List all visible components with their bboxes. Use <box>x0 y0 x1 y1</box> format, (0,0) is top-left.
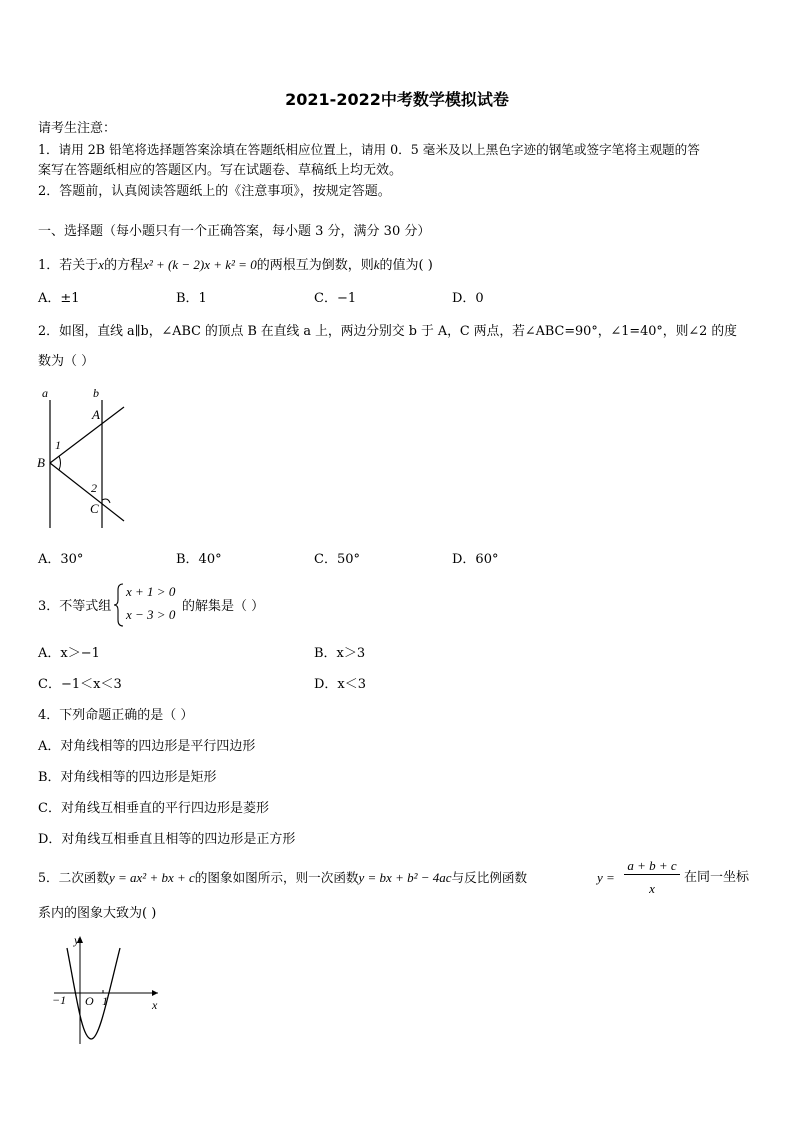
q3-option-b[interactable]: B．x＞3 <box>314 646 366 661</box>
q5-reciprocal-lhs: y = <box>597 870 615 885</box>
label-B: B <box>37 455 45 470</box>
q2-option-a[interactable]: A．30° <box>38 552 84 567</box>
question-5-line1 <box>38 870 527 886</box>
q3-option-a[interactable]: A．x＞−1 <box>38 646 100 661</box>
page-title: 2021-2022中考数学模拟试卷 <box>285 90 509 109</box>
notice-line-2: 2．答题前，认真阅读答题纸上的《注意事项》，按规定答题。 <box>38 184 391 199</box>
q5-reciprocal-denominator: x <box>649 881 655 896</box>
notice-line-1b: 案写在答题纸相应的答题区内。写在试题卷、草稿纸上均无效。 <box>38 163 403 178</box>
q3-option-c[interactable]: C．−1＜x＜3 <box>38 677 122 692</box>
q2-option-c[interactable]: C．50° <box>314 552 360 567</box>
q1-var-x: x <box>98 257 105 272</box>
tick-label-minus-1: −1 <box>52 993 67 1007</box>
q5-quadratic: y = ax² + bx + c <box>108 870 195 885</box>
q3-inequality-2: x − 3 > 0 <box>126 607 176 622</box>
question-2-line2: 数为（ ） <box>38 354 95 369</box>
q4-option-a[interactable]: A．对角线相等的四边形是平行四边形 <box>38 739 256 754</box>
tick-label-1: 1 <box>102 994 108 1008</box>
question-1-stem <box>38 257 433 274</box>
q3-post: 的解集是（ ） <box>182 599 265 614</box>
q2-figure <box>34 382 130 534</box>
q5-linear: y = bx + b² − 4ac <box>358 870 452 885</box>
q1-option-a[interactable]: A．±1 <box>38 291 80 306</box>
notice-line-1a: 1．请用 2B 铅笔将选择题答案涂填在答题纸相应位置上，请用 0．5 毫米及以上黑色字迹的钢笔或签字笔将主观题的答 <box>38 142 700 157</box>
axis-label-x: x <box>152 998 158 1012</box>
q1-pre: 1．若关于 <box>38 258 99 273</box>
label-A: A <box>92 407 100 422</box>
q5-mid1: 的图象如图所示，则一次函数 <box>194 870 359 885</box>
q5-parabola-figure <box>44 930 168 1046</box>
q5-mid2: 与反比例函数 <box>451 870 528 885</box>
q1-option-b[interactable]: B．1 <box>176 291 207 306</box>
label-a: a <box>42 386 48 400</box>
section-heading: 一、选择题（每小题只有一个正确答案，每小题 3 分，满分 30 分） <box>38 224 431 239</box>
q5-post: 在同一坐标 <box>684 870 750 885</box>
q1-mid1: 的方程 <box>104 258 144 273</box>
question-2-line1: 2．如图，直线 a∥b，∠ABC 的顶点 B 在直线 a 上，两边分别交 b 于 A，C 两点，若∠ABC=90°，∠1=40°，则∠2 的度 <box>38 324 737 339</box>
q1-post: 的值为( ) <box>379 258 433 273</box>
q4-option-d[interactable]: D．对角线互相垂直且相等的四边形是正方形 <box>38 832 296 847</box>
q5-reciprocal-numerator: a + b + c <box>624 858 680 875</box>
q1-equation: x² + (k − 2)x + k² = 0 <box>143 257 257 272</box>
q5-pre: 5．二次函数 <box>38 870 109 885</box>
question-4-stem: 4．下列命题正确的是（ ） <box>38 708 194 723</box>
q3-inequality-1: x + 1 > 0 <box>126 584 176 599</box>
notice-heading: 请考生注意： <box>38 121 117 136</box>
label-angle-2: 2 <box>91 481 97 495</box>
label-b: b <box>93 386 99 400</box>
q2-option-d[interactable]: D．60° <box>452 552 499 567</box>
q4-option-c[interactable]: C．对角线互相垂直的平行四边形是菱形 <box>38 801 269 816</box>
q1-var-k: k <box>373 257 380 272</box>
q1-mid2: 的两根互为倒数，则 <box>256 258 374 273</box>
label-angle-1: 1 <box>55 438 61 452</box>
q1-option-c[interactable]: C．−1 <box>314 291 357 306</box>
q3-option-d[interactable]: D．x＜3 <box>314 677 367 692</box>
label-C: C <box>90 501 99 516</box>
q3-pre: 3．不等式组 <box>38 599 112 614</box>
q4-option-b[interactable]: B．对角线相等的四边形是矩形 <box>38 770 217 785</box>
axis-label-y: y <box>74 933 80 947</box>
origin-label: O <box>85 994 94 1008</box>
q3-brace <box>113 582 125 628</box>
q1-option-d[interactable]: D．0 <box>452 291 484 306</box>
question-5-line2: 系内的图象大致为( ) <box>38 906 157 921</box>
q2-option-b[interactable]: B．40° <box>176 552 222 567</box>
